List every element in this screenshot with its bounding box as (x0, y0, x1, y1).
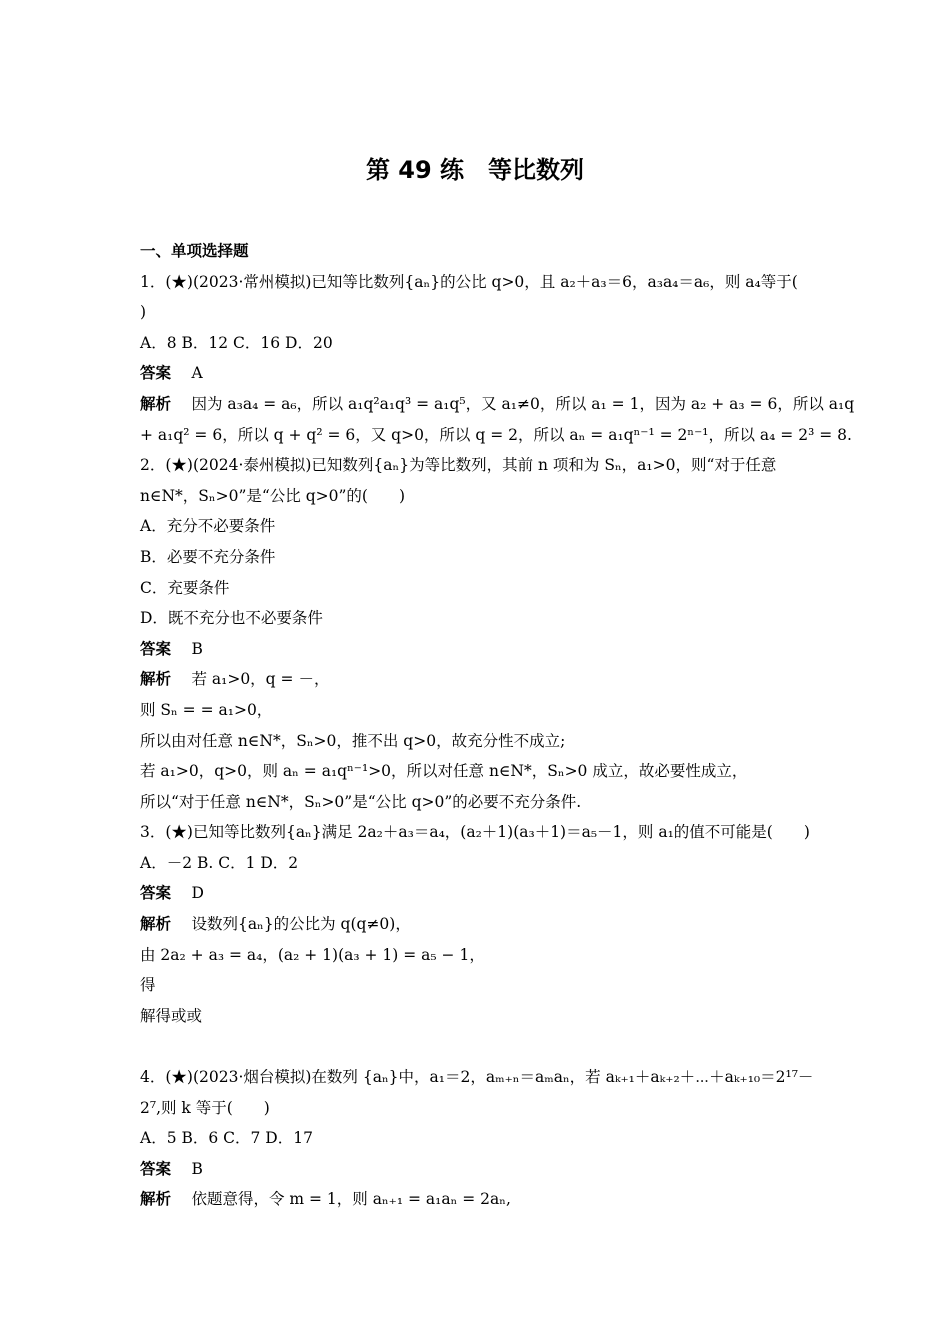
answer-label: 答案 (140, 1159, 172, 1178)
q1-stem-line2: ) (140, 303, 147, 322)
answer-value: B (191, 1159, 203, 1178)
spacer (140, 1031, 812, 1062)
q2-stem-line1: 2．(★)(2024·泰州模拟)已知数列{aₙ}为等比数列，其前 n 项和为 Sₙ，a₁>0，则“对于任意 (140, 456, 777, 475)
q4-analysis-line1 (140, 1184, 812, 1215)
q3-analysis-line3: 得 (140, 976, 156, 995)
page-title: 第 49 练 等比数列 (365, 156, 585, 184)
q3-stem: 3．(★)已知等比数列{aₙ}满足 2a₂＋a₃＝a₄，(a₂＋1)(a₃＋1)＝a₅－1，则 a₁的值不可能是( ) (140, 823, 810, 842)
answer-value: B (191, 639, 203, 658)
analysis-label: 解析 (140, 670, 172, 689)
q3-analysis-line1 (140, 909, 812, 940)
answer-value: D (191, 884, 204, 903)
q4-answer (140, 1154, 812, 1185)
q1-stem-line1: 1．(★)(2023·常州模拟)已知等比数列{aₙ}的公比 q>0，且 a₂＋a₃＝6，a₃a₄＝a₆，则 a₄等于( (140, 272, 798, 291)
analysis-text: 设数列{aₙ}的公比为 q(q≠0)， (191, 915, 411, 934)
q2-analysis-line3: 所以由对任意 n∈N*，Sₙ>0，推不出 q>0，故充分性不成立; (140, 731, 566, 750)
q2-answer (140, 634, 812, 665)
q1-answer (140, 358, 812, 389)
q4-stem-line2: 2⁷,则 k 等于( ) (140, 1098, 270, 1117)
q1-analysis-line2: + a₁q² = 6，所以 q + q² = 6，又 q>0，所以 q = 2，所以 aₙ = a₁qⁿ⁻¹ = 2ⁿ⁻¹，所以 a₄ = 2³ = 8. (140, 425, 852, 444)
analysis-text: 若 a₁>0，q = －， (191, 670, 330, 689)
q3-options: A．－2 B. C．1 D．2 (140, 853, 299, 872)
q2-analysis-line1 (140, 664, 812, 695)
analysis-text: 依题意得，令 m = 1，则 aₙ₊₁ = a₁aₙ = 2aₙ, (191, 1190, 511, 1209)
q3-analysis-line2: 由 2a₂ + a₃ = a₄，(a₂ + 1)(a₃ + 1) = a₅ − 1， (140, 945, 485, 964)
q2-analysis-line2: 则 Sₙ = = a₁>0， (140, 700, 273, 719)
q3-answer (140, 878, 812, 909)
analysis-label: 解析 (140, 394, 172, 413)
q3-analysis-line4: 解得或或 (140, 1006, 203, 1025)
q2-option-a: A．充分不必要条件 (140, 517, 276, 536)
q2-option-b: B．必要不充分条件 (140, 547, 276, 566)
q1-analysis-line1 (140, 389, 855, 420)
q2-option-d: D．既不充分也不必要条件 (140, 609, 323, 628)
q1-options: A．8 B．12 C．16 D．20 (140, 333, 333, 352)
q4-options: A．5 B．6 C．7 D．17 (140, 1129, 313, 1148)
q2-option-c: C．充要条件 (140, 578, 230, 597)
q2-stem-line2: n∈N*，Sₙ>0”是“公比 q>0”的( ) (140, 486, 406, 505)
document-body (140, 236, 855, 1215)
answer-value: A (191, 364, 203, 383)
answer-label: 答案 (140, 364, 172, 383)
q2-analysis-line4: 若 a₁>0，q>0，则 aₙ = a₁qⁿ⁻¹>0，所以对任意 n∈N*，Sₙ>0 成立，故必要性成立， (140, 762, 748, 781)
answer-label: 答案 (140, 639, 172, 658)
section-heading: 一、单项选择题 (140, 242, 249, 260)
q2-analysis-line5: 所以“对于任意 n∈N*，Sₙ>0”是“公比 q>0”的必要不充分条件. (140, 792, 582, 811)
analysis-label: 解析 (140, 1190, 172, 1209)
answer-label: 答案 (140, 884, 172, 903)
analysis-text: 因为 a₃a₄ = a₆，所以 a₁q²a₁q³ = a₁q⁵，又 a₁≠0，所以 a₁ = 1，因为 a₂ + a₃ = 6，所以 a₁q (191, 394, 855, 413)
analysis-label: 解析 (140, 915, 172, 934)
q4-stem-line1: 4．(★)(2023·烟台模拟)在数列 {aₙ}中，a₁＝2，aₘ₊ₙ＝aₘaₙ，若 aₖ₊₁＋aₖ₊₂＋⋯＋aₖ₊₁₀＝2¹⁷－ (140, 1068, 814, 1087)
